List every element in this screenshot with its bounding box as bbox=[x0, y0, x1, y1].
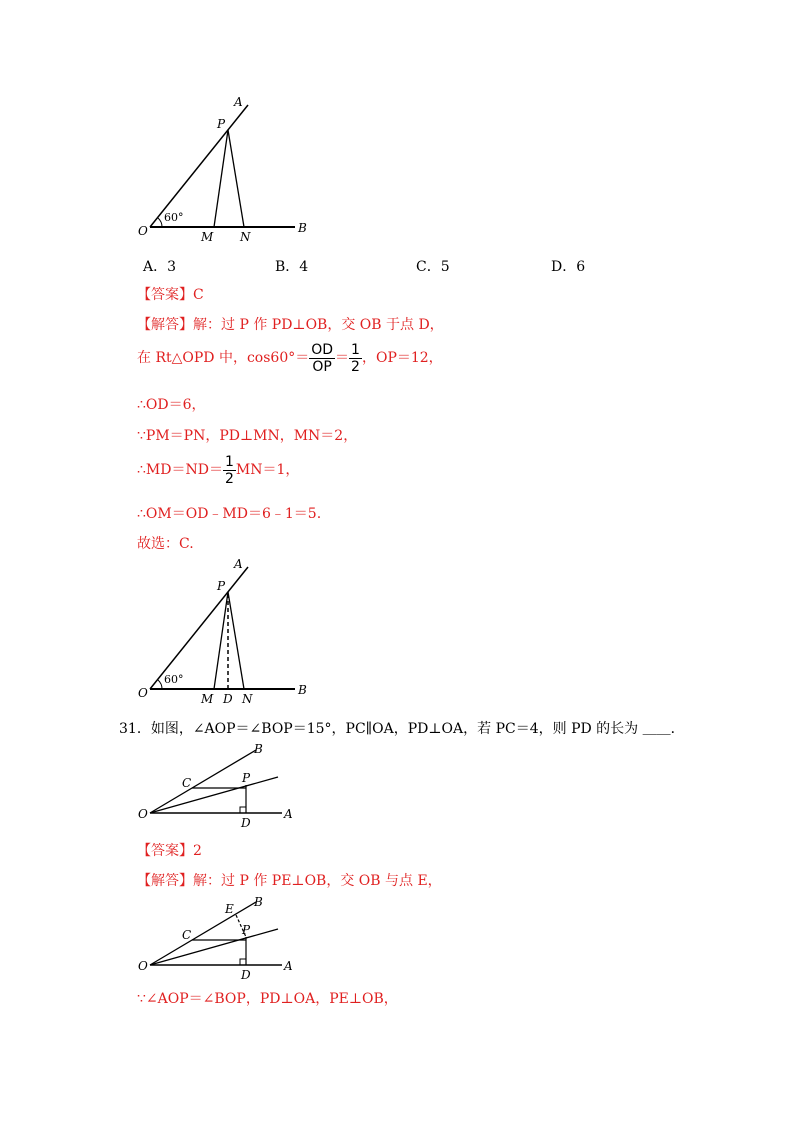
label-P: P bbox=[242, 771, 251, 785]
frac1-num: OD bbox=[311, 341, 334, 358]
q30-line2: ∴OD＝6， bbox=[137, 397, 206, 413]
label-M: M bbox=[201, 230, 214, 244]
label-M: M bbox=[201, 692, 214, 706]
q30-line3: ∵PM＝PN，PD⊥MN，MN＝2， bbox=[137, 428, 358, 444]
answer-tag: 【答案】 bbox=[137, 287, 193, 303]
label-D: D bbox=[241, 816, 251, 830]
fraction-od-op bbox=[309, 342, 335, 375]
frac3-num: 1 bbox=[224, 453, 234, 470]
solution-text: 解：过 P 作 PE⊥OB，交 OB 与点 E， bbox=[193, 873, 442, 889]
solution-tag: 【解答】 bbox=[137, 873, 193, 889]
label-A: A bbox=[234, 557, 243, 571]
label-O: O bbox=[138, 959, 148, 973]
label-B: B bbox=[298, 221, 307, 235]
frac3-den: 2 bbox=[224, 470, 234, 487]
q31-last-line: ∵∠AOP＝∠BOP，PD⊥OA，PE⊥OB， bbox=[137, 991, 398, 1007]
label-P: P bbox=[217, 117, 226, 131]
label-A: A bbox=[234, 95, 243, 109]
solution-text: 解：过 P 作 PD⊥OB，交 OB 于点 D， bbox=[193, 317, 444, 333]
q31-answer bbox=[137, 842, 202, 860]
answer-value: 2 bbox=[193, 843, 202, 859]
q31-stem: 31．如图，∠AOP＝∠BOP＝15°，PC∥OA，PD⊥OA，若 PC＝4，则 PD 的长为 ＿＿． bbox=[119, 721, 685, 737]
q30-solution-intro bbox=[137, 316, 444, 334]
answer-tag: 【答案】 bbox=[137, 843, 193, 859]
label-P: P bbox=[242, 923, 251, 937]
label-angle: 60° bbox=[164, 211, 184, 224]
line4-pre: ∴MD＝ND＝ bbox=[137, 462, 223, 478]
choice-c: C．5 bbox=[416, 259, 450, 275]
q31-solution-intro bbox=[137, 872, 442, 890]
label-B: B bbox=[254, 895, 263, 909]
label-A: A bbox=[284, 807, 293, 821]
solution-tag: 【解答】 bbox=[137, 317, 193, 333]
label-P: P bbox=[217, 579, 226, 593]
choice-d: D．6 bbox=[551, 259, 586, 275]
figure-2 bbox=[130, 556, 310, 711]
frac1-den: OP bbox=[312, 358, 332, 375]
line4-post: MN＝1， bbox=[235, 462, 300, 478]
label-angle: 60° bbox=[164, 673, 184, 686]
fraction-half bbox=[349, 342, 362, 375]
figure-1 bbox=[130, 90, 310, 245]
label-D: D bbox=[241, 968, 251, 982]
label-O: O bbox=[138, 686, 148, 700]
q30-line6: 故选：C. bbox=[137, 536, 194, 552]
label-C: C bbox=[182, 928, 192, 942]
label-D: D bbox=[223, 692, 233, 706]
q30-line5: ∴OM＝OD﹣MD＝6﹣1＝5. bbox=[137, 506, 322, 522]
frac2-den: 2 bbox=[351, 358, 360, 375]
label-B: B bbox=[254, 742, 263, 756]
figure-4 bbox=[130, 893, 300, 983]
label-N: N bbox=[240, 230, 251, 244]
label-N: N bbox=[242, 692, 253, 706]
q30-answer bbox=[137, 286, 204, 304]
answer-value: C bbox=[193, 287, 204, 303]
label-C: C bbox=[182, 776, 192, 790]
label-O: O bbox=[138, 224, 148, 238]
fraction-half-2 bbox=[223, 454, 236, 487]
q30-line4 bbox=[137, 452, 299, 488]
frac2-num: 1 bbox=[351, 341, 360, 358]
line1-pre: 在 Rt△OPD 中，cos60°＝ bbox=[137, 350, 310, 366]
line1-post: ，OP＝12， bbox=[361, 350, 443, 366]
label-B: B bbox=[298, 683, 307, 697]
choice-b: B．4 bbox=[275, 259, 309, 275]
label-E: E bbox=[225, 902, 234, 916]
label-O: O bbox=[138, 807, 148, 821]
q30-line1 bbox=[137, 340, 443, 376]
label-A: A bbox=[284, 959, 293, 973]
choice-a: A．3 bbox=[143, 259, 177, 275]
eq-sign: ＝ bbox=[335, 350, 350, 366]
figure-3 bbox=[130, 740, 300, 830]
